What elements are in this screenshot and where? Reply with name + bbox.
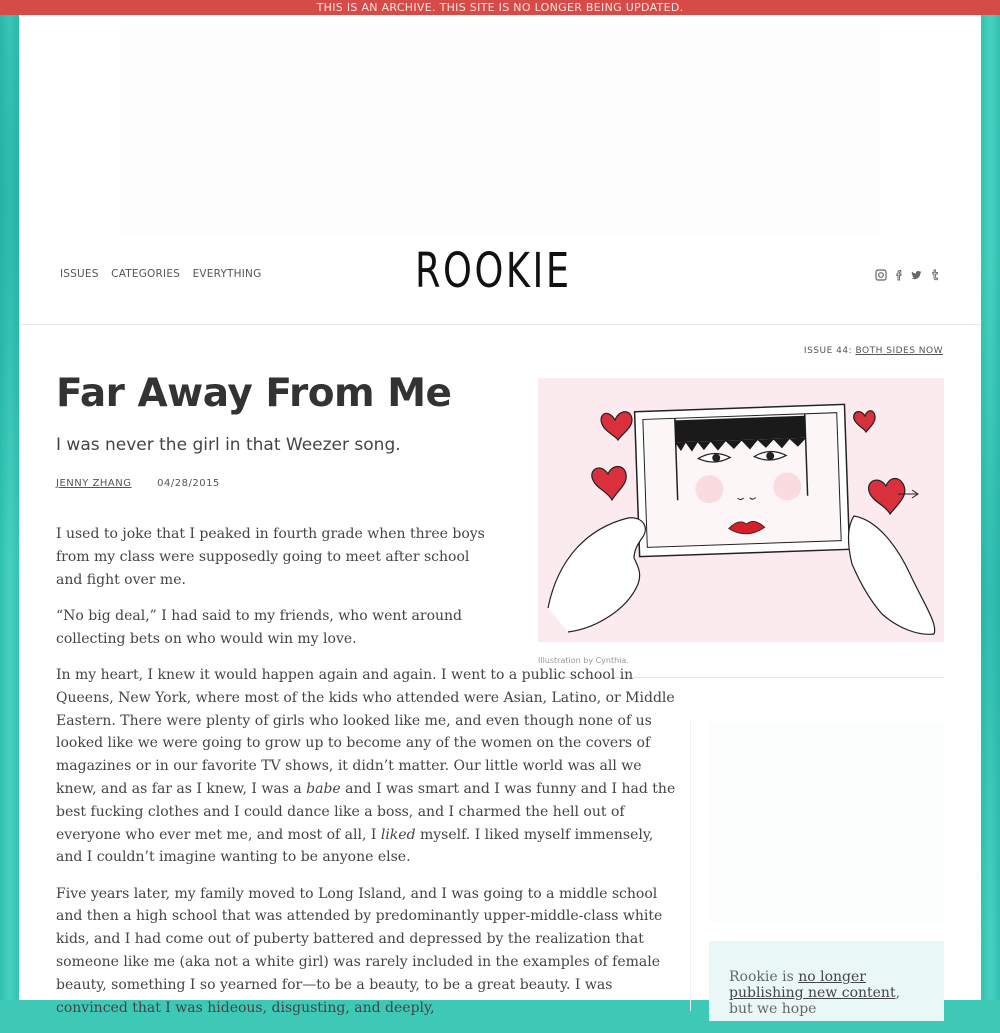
issue-link[interactable]: BOTH SIDES NOW bbox=[855, 346, 943, 356]
instagram-icon[interactable] bbox=[875, 269, 887, 281]
paragraph-3-text-c: myself. I liked myself immensely, and I couldn’t imagine wanting to be anyone else. bbox=[56, 826, 654, 866]
sidebar-divider bbox=[690, 721, 691, 1011]
paragraph-3 bbox=[56, 664, 676, 869]
paragraph-4: Five years later, my family moved to Long Island, and I was going to a middle school and then a high school that was attended by predominantly upper-middle-class white kids, and I had come out of puberty battered and depressed by the realization that someone like me (aka not a white girl) was rarely included in the examples of female beauty, something I so yearned for—to be a beauty, to be a great beauty. I was convinced that I was hideous, disgusting, and deeply, bbox=[56, 885, 663, 1016]
paragraph-3-text-a: In my heart, I knew it would happen again and again. I went to a public school in Queens, New York, where most of the kids who attended were Asian, Latino, or Middle Eastern. There were plenty of girls who looked like me, and even though none of us looked like we were going to grow up to become any of the women on the covers of magazines or in our favorite TV shows, it didn’t matter. Our little world was all we knew, and as far as I knew, I was a bbox=[56, 666, 675, 797]
page-container bbox=[19, 15, 981, 1017]
tumblr-icon[interactable] bbox=[929, 269, 941, 281]
ad-banner bbox=[119, 25, 879, 235]
header-divider bbox=[19, 324, 981, 325]
issue-tag bbox=[804, 346, 943, 356]
paragraph-3-text-b: and I was smart and I was funny and I had the best fucking clothes and I could dance like a boss, and I charmed the hell out of everyone who ever met me, and most of all, I bbox=[56, 780, 676, 843]
illustration-caption: Illustration by Cynthia. bbox=[538, 656, 629, 665]
issue-label: ISSUE 44: bbox=[803, 346, 853, 356]
article-body bbox=[56, 523, 676, 1033]
byline bbox=[56, 478, 220, 489]
note-prefix: Rookie is bbox=[729, 969, 799, 985]
archive-notice: THIS IS AN ARCHIVE. THIS SITE IS NO LONGER BEING UPDATED. bbox=[0, 0, 1000, 15]
facebook-icon[interactable] bbox=[893, 269, 905, 281]
nav-issues[interactable]: ISSUES bbox=[60, 268, 99, 280]
publish-date: 04/28/2015 bbox=[157, 478, 220, 489]
nav-categories[interactable]: CATEGORIES bbox=[111, 268, 181, 280]
no-longer-publishing-link[interactable]: no longer publishing new content bbox=[729, 969, 896, 1001]
site-logo[interactable]: ROOKIE bbox=[415, 243, 572, 299]
author-link[interactable]: JENNY ZHANG bbox=[56, 478, 132, 489]
paragraph-3-emphasis-liked: liked bbox=[380, 826, 416, 843]
paragraph-2: “No big deal,” I had said to my friends, who went around collecting bets on who would win my love. bbox=[56, 607, 462, 647]
paragraph-1: I used to joke that I peaked in fourth grade when three boys from my class were supposedly going to meet after school and fight over me. bbox=[56, 526, 485, 588]
archive-sidebar-note bbox=[709, 941, 944, 1021]
note-suffix: , but we hope bbox=[729, 985, 901, 1017]
paragraph-3-emphasis-babe: babe bbox=[306, 780, 341, 797]
nav-everything[interactable]: EVERYTHING bbox=[192, 268, 262, 280]
article-dek: I was never the girl in that Weezer song. bbox=[56, 435, 401, 455]
sidebar-ad bbox=[709, 723, 944, 923]
main-nav bbox=[60, 268, 270, 280]
sidebar-note-text bbox=[709, 941, 944, 1017]
twitter-icon[interactable] bbox=[911, 269, 923, 281]
article-title: Far Away From Me bbox=[56, 371, 452, 416]
social-links bbox=[875, 269, 941, 281]
